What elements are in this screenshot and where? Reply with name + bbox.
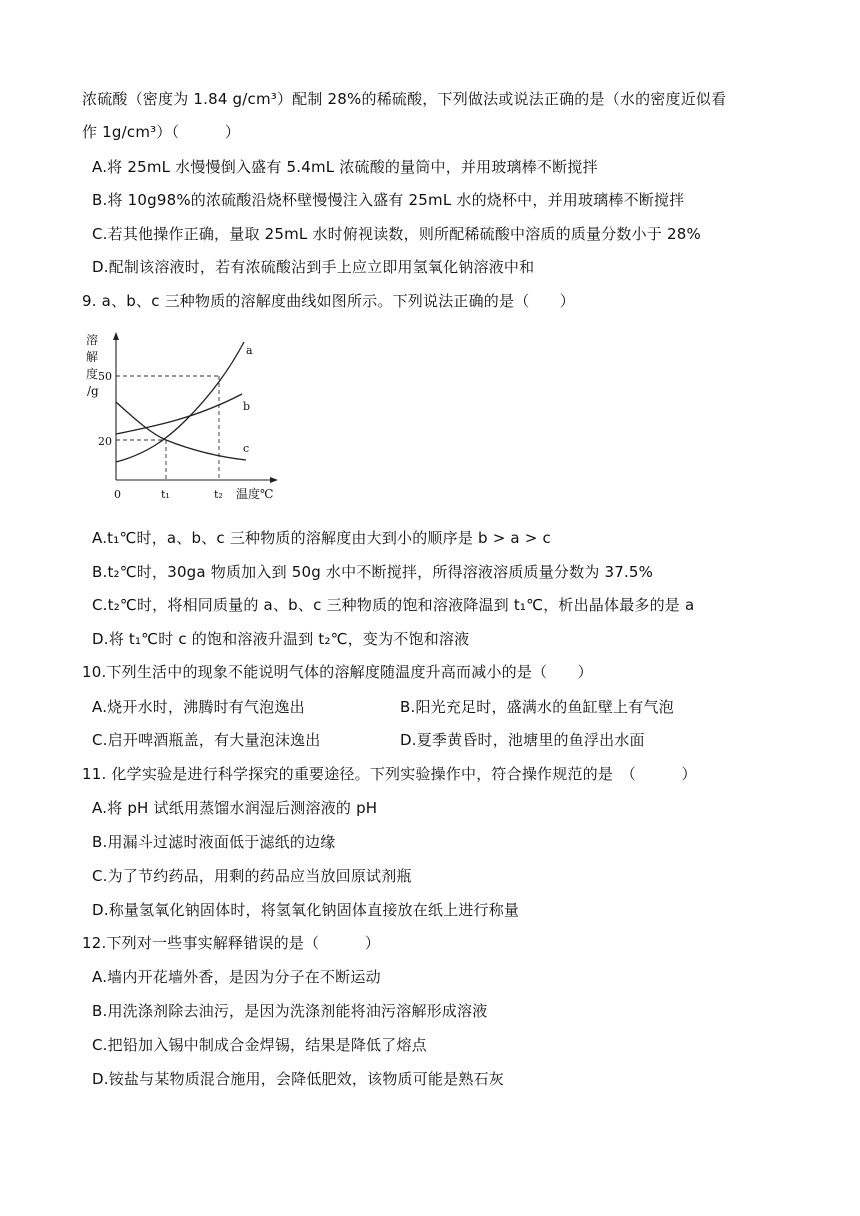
solubility-curve-svg [86,328,286,510]
y-axis-label-char-1: 溶 [86,333,99,347]
curve-b [116,394,242,434]
curve-label-b: b [243,400,251,413]
y-tick-20: 20 [98,435,112,448]
q9-option-a: A.t₁℃时，a、b、c 三种物质的溶解度由大到小的顺序是 b > a > c [92,529,551,547]
x-axis-arrow [270,477,278,483]
q9-stem: 9. a、b、c 三种物质的溶解度曲线如图所示。下列说法正确的是（ ） [82,292,576,310]
q8-option-c: C.若其他操作正确，量取 25mL 水时俯视读数，则所配稀硫酸中溶质的质量分数小于 28% [92,225,701,243]
x-tick-t1: t₁ [161,488,170,501]
q11-stem: 11. 化学实验是进行科学探究的重要途径。下列实验操作中，符合操作规范的是 （ ） [82,765,697,783]
q11-option-a: A.将 pH 试纸用蒸馏水润湿后测溶液的 pH [92,799,378,817]
q10-stem: 10.下列生活中的现象不能说明气体的溶解度随温度升高而减小的是（ ） [82,663,593,681]
q10-option-b: B.阳光充足时，盛满水的鱼缸壁上有气泡 [400,698,674,716]
q9-option-d: D.将 t₁℃时 c 的饱和溶液升温到 t₂℃，变为不饱和溶液 [92,630,470,648]
q12-option-d: D.铵盐与某物质混合施用，会降低肥效，该物质可能是熟石灰 [92,1070,504,1088]
solubility-curve-figure [86,328,286,510]
q12-stem: 12.下列对一些事实解释错误的是（ ） [82,934,381,952]
q8-option-b: B.将 10g98%的浓硫酸沿烧杯壁慢慢注入盛有 25mL 水的烧杯中，并用玻璃棒不断搅拌 [92,191,685,209]
x-tick-0: 0 [114,488,121,501]
q11-option-b: B.用漏斗过滤时液面低于滤纸的边缘 [92,833,336,851]
q10-option-c: C.启开啤酒瓶盖，有大量泡沫逸出 [92,731,321,749]
y-tick-50: 50 [98,370,112,383]
q11-option-d: D.称量氢氧化钠固体时，将氢氧化钠固体直接放在纸上进行称量 [92,901,520,919]
q8-option-d: D.配制该溶液时，若有浓硫酸沾到手上应立即用氢氧化钠溶液中和 [92,258,535,276]
y-axis-label-char-3: 度 [86,367,99,381]
q11-option-c: C.为了节约药品，用剩的药品应当放回原试剂瓶 [92,867,412,885]
q9-option-b: B.t₂℃时，30ga 物质加入到 50g 水中不断搅拌，所得溶液溶质质量分数为 37.5% [92,563,654,581]
curve-label-a: a [246,344,253,357]
curve-label-c: c [243,442,250,455]
x-tick-t2: t₂ [214,488,223,501]
q12-option-a: A.墙内开花墙外香，是因为分子在不断运动 [92,968,381,986]
y-axis-label-char-4: /g [87,384,99,398]
q8-option-a: A.将 25mL 水慢慢倒入盛有 5.4mL 浓硫酸的量筒中，并用玻璃棒不断搅拌 [92,158,598,176]
q10-option-d: D.夏季黄昏时，池塘里的鱼浮出水面 [400,731,645,749]
y-axis-arrow [113,332,119,340]
curve-c [116,402,246,460]
q12-option-b: B.用洗涤剂除去油污，是因为洗涤剂能将油污溶解形成溶液 [92,1002,488,1020]
q12-option-c: C.把铅加入锡中制成合金焊锡，结果是降低了熔点 [92,1036,427,1054]
q8-stem-line2: 作 1g/cm³）（ ） [82,123,241,141]
q8-stem-line1: 浓硫酸（密度为 1.84 g/cm³）配制 28%的稀硫酸，下列做法或说法正确的是（水的密度近似看 [82,90,727,108]
x-axis-label: 温度℃ [236,487,274,501]
y-axis-label-char-2: 解 [86,350,99,364]
q9-option-c: C.t₂℃时，将相同质量的 a、b、c 三种物质的饱和溶液降温到 t₁℃，析出晶体最多的是 a [92,596,695,614]
q10-option-a: A.烧开水时，沸腾时有气泡逸出 [92,698,305,716]
